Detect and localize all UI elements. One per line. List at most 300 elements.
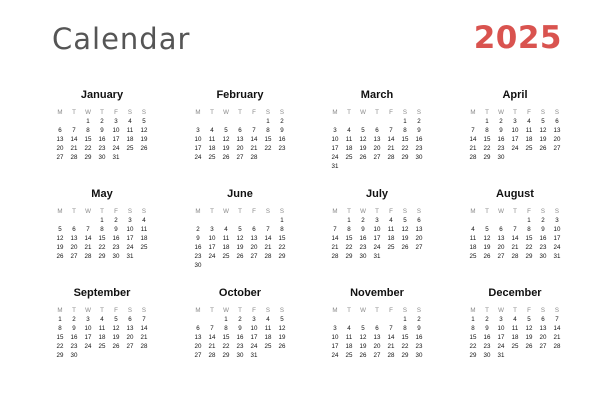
day-cell: 4	[224, 226, 228, 233]
month-name: July	[365, 188, 388, 200]
day-cell: 5	[58, 226, 62, 233]
day-cell: 22	[345, 244, 353, 251]
weekday-label: S	[279, 109, 285, 116]
day-cell: 10	[112, 127, 120, 134]
day-cell: 28	[387, 154, 395, 161]
day-cell: 21	[250, 145, 258, 152]
weekday-label: T	[238, 307, 242, 314]
day-cell: 8	[471, 325, 475, 332]
day-cell: 24	[497, 343, 505, 350]
weekday-label: S	[127, 307, 133, 314]
day-cell: 3	[333, 127, 337, 134]
day-cell: 5	[114, 316, 118, 323]
day-cell: 11	[208, 136, 216, 143]
day-cell: 22	[483, 145, 491, 152]
day-cell: 15	[98, 235, 106, 242]
day-cell: 30	[415, 154, 423, 161]
month-february	[191, 88, 289, 162]
day-cell: 15	[56, 334, 64, 341]
empty-day	[53, 216, 67, 225]
day-cell: 18	[525, 136, 533, 143]
empty-day	[247, 216, 261, 225]
weekday-label: M	[57, 307, 63, 314]
day-cell: 2	[196, 226, 200, 233]
day-cell: 5	[238, 226, 242, 233]
month-november	[328, 286, 426, 360]
day-cell: 6	[375, 325, 379, 332]
day-cell: 9	[100, 127, 104, 134]
day-cell: 8	[403, 127, 407, 134]
day-cell: 23	[539, 244, 547, 251]
day-cell: 21	[511, 244, 519, 251]
day-cell: 21	[84, 244, 92, 251]
month-grid	[191, 108, 289, 162]
weekday-label: M	[57, 109, 63, 116]
day-cell: 4	[100, 316, 104, 323]
day-cell: 7	[86, 226, 90, 233]
weekday-label: T	[347, 109, 351, 116]
empty-day	[466, 216, 480, 225]
day-cell: 17	[126, 235, 134, 242]
day-cell: 1	[403, 118, 407, 125]
weekday-label: S	[141, 208, 147, 215]
empty-day	[191, 216, 205, 225]
day-cell: 25	[126, 145, 134, 152]
day-cell: 27	[373, 154, 381, 161]
day-cell: 6	[196, 325, 200, 332]
empty-day	[191, 315, 205, 324]
weekday-label: S	[279, 208, 285, 215]
day-cell: 17	[112, 136, 120, 143]
day-cell: 27	[236, 154, 244, 161]
empty-day	[328, 216, 342, 225]
day-cell: 26	[222, 154, 230, 161]
day-cell: 9	[417, 127, 421, 134]
day-cell: 1	[527, 217, 531, 224]
day-cell: 22	[84, 145, 92, 152]
day-cell: 19	[401, 235, 409, 242]
day-cell: 29	[401, 154, 409, 161]
day-cell: 14	[387, 334, 395, 341]
day-cell: 28	[387, 352, 395, 359]
day-cell: 20	[373, 145, 381, 152]
weekday-label: S	[127, 208, 133, 215]
day-cell: 31	[497, 352, 505, 359]
weekday-label: T	[375, 307, 379, 314]
day-cell: 19	[278, 334, 286, 341]
day-cell: 20	[250, 244, 258, 251]
day-cell: 28	[331, 253, 339, 260]
empty-day	[191, 117, 205, 126]
day-cell: 31	[126, 253, 134, 260]
empty-day	[494, 216, 508, 225]
day-cell: 27	[373, 352, 381, 359]
day-cell: 21	[208, 343, 216, 350]
day-cell: 12	[56, 235, 64, 242]
day-cell: 25	[387, 244, 395, 251]
empty-day	[233, 216, 247, 225]
day-cell: 4	[471, 226, 475, 233]
day-cell: 13	[539, 325, 547, 332]
calendar-title: Calendar	[52, 22, 191, 56]
day-cell: 2	[541, 217, 545, 224]
day-cell: 7	[333, 226, 337, 233]
day-cell: 31	[250, 352, 258, 359]
day-cell: 28	[250, 154, 258, 161]
day-cell: 6	[58, 127, 62, 134]
day-cell: 8	[485, 127, 489, 134]
weekday-label: M	[470, 109, 476, 116]
month-name: March	[360, 89, 394, 101]
day-cell: 16	[483, 334, 491, 341]
day-cell: 17	[250, 334, 258, 341]
empty-day	[81, 216, 95, 225]
month-grid	[328, 306, 426, 360]
month-may	[53, 187, 151, 261]
day-cell: 14	[250, 136, 258, 143]
weekday-label: M	[332, 109, 338, 116]
day-cell: 26	[539, 145, 547, 152]
day-cell: 29	[345, 253, 353, 260]
weekday-label: S	[265, 109, 271, 116]
day-cell: 26	[140, 145, 148, 152]
month-april	[466, 88, 564, 162]
month-grid	[53, 306, 151, 360]
day-cell: 9	[238, 325, 242, 332]
day-cell: 4	[142, 217, 146, 224]
day-cell: 31	[553, 253, 561, 260]
day-cell: 13	[373, 334, 381, 341]
day-cell: 13	[126, 325, 134, 332]
day-cell: 21	[331, 244, 339, 251]
empty-day	[67, 216, 81, 225]
weekday-label: T	[72, 208, 76, 215]
empty-day	[466, 117, 480, 126]
weekday-label: S	[402, 109, 408, 116]
day-cell: 3	[499, 316, 503, 323]
day-cell: 15	[401, 334, 409, 341]
day-cell: 15	[483, 136, 491, 143]
day-cell: 5	[361, 325, 365, 332]
weekday-label: F	[252, 109, 256, 116]
month-grid	[53, 108, 151, 162]
day-cell: 30	[236, 352, 244, 359]
empty-day	[205, 216, 219, 225]
day-cell: 21	[140, 334, 148, 341]
day-cell: 25	[345, 154, 353, 161]
day-cell: 19	[539, 136, 547, 143]
day-cell: 26	[56, 253, 64, 260]
day-cell: 4	[347, 325, 351, 332]
day-cell: 15	[84, 136, 92, 143]
weekday-label: T	[375, 109, 379, 116]
day-cell: 10	[553, 226, 561, 233]
weekday-label: S	[265, 208, 271, 215]
day-cell: 16	[236, 334, 244, 341]
day-cell: 16	[70, 334, 78, 341]
day-cell: 16	[194, 244, 202, 251]
day-cell: 18	[222, 244, 230, 251]
weekday-label: W	[498, 109, 504, 116]
day-cell: 6	[541, 316, 545, 323]
month-name: June	[227, 188, 253, 200]
day-cell: 19	[112, 334, 120, 341]
day-cell: 3	[555, 217, 559, 224]
empty-day	[342, 315, 356, 324]
weekday-label: T	[513, 109, 517, 116]
day-cell: 2	[361, 217, 365, 224]
day-cell: 4	[389, 217, 393, 224]
day-cell: 26	[236, 253, 244, 260]
day-cell: 16	[415, 334, 423, 341]
day-cell: 10	[373, 226, 381, 233]
day-cell: 11	[222, 235, 230, 242]
day-cell: 1	[58, 316, 62, 323]
day-cell: 28	[84, 253, 92, 260]
day-cell: 26	[359, 352, 367, 359]
day-cell: 4	[347, 127, 351, 134]
day-cell: 7	[389, 127, 393, 134]
day-cell: 24	[331, 154, 339, 161]
day-cell: 12	[278, 325, 286, 332]
day-cell: 8	[224, 325, 228, 332]
day-cell: 26	[359, 154, 367, 161]
weekday-label: T	[485, 109, 489, 116]
day-cell: 22	[222, 343, 230, 350]
weekday-label: S	[554, 208, 560, 215]
day-cell: 29	[56, 352, 64, 359]
day-cell: 1	[86, 118, 90, 125]
weekday-label: T	[210, 307, 214, 314]
weekday-label: F	[389, 109, 393, 116]
day-cell: 28	[140, 343, 148, 350]
day-cell: 19	[56, 244, 64, 251]
day-cell: 30	[497, 154, 505, 161]
day-cell: 19	[140, 136, 148, 143]
day-cell: 8	[100, 226, 104, 233]
empty-day	[67, 117, 81, 126]
day-cell: 29	[84, 154, 92, 161]
day-cell: 13	[415, 226, 423, 233]
day-cell: 22	[98, 244, 106, 251]
day-cell: 26	[401, 244, 409, 251]
day-cell: 25	[525, 145, 533, 152]
day-cell: 1	[280, 217, 284, 224]
day-cell: 30	[483, 352, 491, 359]
day-cell: 6	[252, 226, 256, 233]
day-cell: 23	[359, 244, 367, 251]
day-cell: 18	[345, 343, 353, 350]
month-grid	[191, 207, 289, 270]
day-cell: 30	[359, 253, 367, 260]
day-cell: 7	[471, 127, 475, 134]
weekday-label: T	[347, 307, 351, 314]
day-cell: 25	[511, 343, 519, 350]
day-cell: 9	[196, 235, 200, 242]
day-cell: 29	[222, 352, 230, 359]
day-cell: 24	[194, 154, 202, 161]
day-cell: 11	[140, 226, 148, 233]
day-cell: 10	[126, 226, 134, 233]
weekday-label: T	[513, 307, 517, 314]
day-cell: 22	[278, 244, 286, 251]
day-cell: 3	[128, 217, 132, 224]
weekday-label: W	[85, 307, 91, 314]
day-cell: 1	[403, 316, 407, 323]
day-cell: 6	[375, 127, 379, 134]
weekday-label: S	[141, 109, 147, 116]
day-cell: 10	[331, 136, 339, 143]
day-cell: 6	[128, 316, 132, 323]
month-grid	[466, 207, 564, 261]
day-cell: 15	[345, 235, 353, 242]
weekday-label: F	[527, 208, 531, 215]
empty-day	[53, 117, 67, 126]
day-cell: 5	[527, 316, 531, 323]
weekday-label: T	[210, 109, 214, 116]
day-cell: 3	[375, 217, 379, 224]
day-cell: 12	[539, 127, 547, 134]
day-cell: 16	[112, 235, 120, 242]
day-cell: 21	[387, 343, 395, 350]
empty-day	[342, 117, 356, 126]
weekday-label: S	[540, 208, 546, 215]
day-cell: 11	[345, 334, 353, 341]
day-cell: 5	[361, 127, 365, 134]
day-cell: 18	[345, 145, 353, 152]
day-cell: 23	[415, 343, 423, 350]
day-cell: 11	[264, 325, 272, 332]
day-cell: 21	[469, 145, 477, 152]
day-cell: 20	[415, 235, 423, 242]
day-cell: 2	[280, 118, 284, 125]
day-cell: 1	[266, 118, 270, 125]
day-cell: 2	[499, 118, 503, 125]
day-cell: 24	[331, 352, 339, 359]
weekday-label: W	[223, 109, 229, 116]
month-october	[191, 286, 289, 360]
day-cell: 5	[224, 127, 228, 134]
day-cell: 13	[194, 334, 202, 341]
day-cell: 8	[280, 226, 284, 233]
month-september	[53, 286, 151, 360]
day-cell: 13	[56, 136, 64, 143]
day-cell: 18	[126, 136, 134, 143]
day-cell: 13	[70, 235, 78, 242]
day-cell: 22	[264, 145, 272, 152]
day-cell: 19	[525, 334, 533, 341]
day-cell: 28	[469, 154, 477, 161]
weekday-label: T	[100, 109, 104, 116]
day-cell: 28	[208, 352, 216, 359]
day-cell: 17	[331, 343, 339, 350]
empty-day	[480, 216, 494, 225]
weekday-label: F	[527, 307, 531, 314]
weekday-label: F	[114, 307, 118, 314]
month-june	[191, 187, 289, 270]
day-cell: 3	[196, 127, 200, 134]
day-cell: 15	[525, 235, 533, 242]
day-cell: 19	[359, 343, 367, 350]
day-cell: 2	[417, 316, 421, 323]
day-cell: 14	[140, 325, 148, 332]
day-cell: 11	[525, 127, 533, 134]
weekday-label: M	[332, 208, 338, 215]
day-cell: 7	[513, 226, 517, 233]
day-cell: 24	[373, 244, 381, 251]
day-cell: 15	[401, 136, 409, 143]
month-name: May	[91, 188, 113, 200]
day-cell: 12	[140, 127, 148, 134]
day-cell: 14	[331, 235, 339, 242]
weekday-label: S	[265, 307, 271, 314]
day-cell: 27	[497, 253, 505, 260]
day-cell: 14	[387, 136, 395, 143]
day-cell: 6	[499, 226, 503, 233]
day-cell: 17	[84, 334, 92, 341]
day-cell: 13	[373, 136, 381, 143]
weekday-label: T	[72, 307, 76, 314]
day-cell: 7	[72, 127, 76, 134]
day-cell: 12	[222, 136, 230, 143]
day-cell: 18	[98, 334, 106, 341]
day-cell: 4	[210, 127, 214, 134]
day-cell: 23	[98, 145, 106, 152]
empty-day	[205, 315, 219, 324]
empty-day	[370, 315, 384, 324]
day-cell: 17	[208, 244, 216, 251]
day-cell: 24	[208, 253, 216, 260]
day-cell: 29	[98, 253, 106, 260]
day-cell: 16	[278, 136, 286, 143]
weekday-label: T	[238, 208, 242, 215]
day-cell: 8	[58, 325, 62, 332]
day-cell: 30	[112, 253, 120, 260]
day-cell: 12	[359, 334, 367, 341]
weekday-label: W	[360, 307, 366, 314]
weekday-label: S	[540, 109, 546, 116]
day-cell: 20	[70, 244, 78, 251]
day-cell: 9	[485, 325, 489, 332]
day-cell: 14	[264, 235, 272, 242]
day-cell: 19	[483, 244, 491, 251]
day-cell: 9	[499, 127, 503, 134]
empty-day	[247, 117, 261, 126]
day-cell: 8	[86, 127, 90, 134]
day-cell: 27	[539, 343, 547, 350]
day-cell: 10	[208, 235, 216, 242]
month-grid	[466, 108, 564, 162]
day-cell: 16	[415, 136, 423, 143]
day-cell: 4	[266, 316, 270, 323]
day-cell: 1	[485, 118, 489, 125]
day-cell: 8	[347, 226, 351, 233]
day-cell: 29	[469, 352, 477, 359]
day-cell: 8	[403, 325, 407, 332]
day-cell: 22	[56, 343, 64, 350]
weekday-label: M	[57, 208, 63, 215]
day-cell: 29	[278, 253, 286, 260]
day-cell: 25	[264, 343, 272, 350]
day-cell: 28	[264, 253, 272, 260]
empty-day	[219, 117, 233, 126]
day-cell: 22	[469, 343, 477, 350]
weekday-label: S	[127, 109, 133, 116]
day-cell: 9	[280, 127, 284, 134]
day-cell: 26	[112, 343, 120, 350]
day-cell: 14	[469, 136, 477, 143]
day-cell: 25	[98, 343, 106, 350]
